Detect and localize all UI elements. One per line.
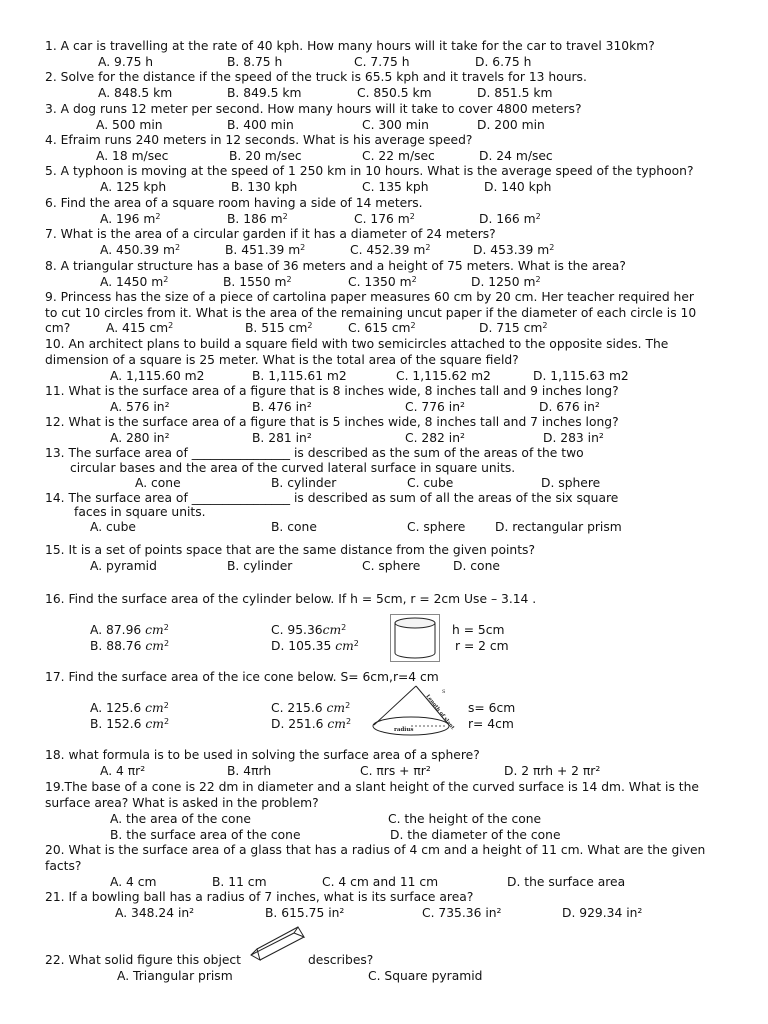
q8-choice-d bbox=[471, 275, 541, 290]
q21-choice-d: D. 929.34 in² bbox=[562, 906, 643, 920]
slant-label: Length of slant bbox=[424, 693, 455, 731]
q9-choice-b bbox=[245, 321, 312, 336]
q17-choice-a-text: A. 125.6 bbox=[90, 701, 146, 715]
exponent: 2 bbox=[155, 212, 161, 221]
question-6: 6. Find the area of a square room having a side of 14 meters. bbox=[45, 196, 423, 210]
exponent: 2 bbox=[345, 717, 352, 726]
q15-choice-a: A. pyramid bbox=[90, 559, 157, 573]
unit: cm bbox=[145, 717, 164, 731]
q10-choice-d: D. 1,115.63 m2 bbox=[533, 369, 629, 383]
q11-choice-a: A. 576 in² bbox=[110, 400, 170, 414]
q6-choice-a-text: A. 196 m bbox=[100, 212, 156, 226]
q14-choice-c: C. sphere bbox=[407, 520, 466, 534]
q16-given-h: h = 5cm bbox=[452, 623, 505, 637]
question-16: 16. Find the surface area of the cylinder below. If h = 5cm, r = 2cm Use – 3.14 . bbox=[45, 592, 537, 606]
q20-choice-c: C. 4 cm and 11 cm bbox=[322, 875, 439, 889]
q10-choice-c: C. 1,115.62 m2 bbox=[396, 369, 491, 383]
q18-choice-c: C. πrs + πr² bbox=[360, 764, 431, 778]
q6-choice-d bbox=[479, 212, 541, 227]
q8-choice-a bbox=[100, 275, 168, 290]
q5-choice-d: D. 140 kph bbox=[484, 180, 552, 194]
exponent: 2 bbox=[542, 321, 548, 330]
q6-choice-b bbox=[227, 212, 288, 227]
unit: cm bbox=[335, 639, 354, 653]
q7-choice-d bbox=[473, 243, 554, 258]
q11-choice-b: B. 476 in² bbox=[252, 400, 312, 414]
exponent: 2 bbox=[410, 321, 416, 330]
question-2: 2. Solve for the distance if the speed of the truck is 65.5 kph and it travels for 13 hours. bbox=[45, 70, 587, 84]
q8-choice-b-text: B. 1550 m bbox=[223, 275, 287, 289]
q2-choice-a: A. 848.5 km bbox=[98, 86, 173, 100]
exponent: 2 bbox=[307, 321, 313, 330]
q1-choice-d: D. 6.75 h bbox=[475, 55, 532, 69]
q1-choice-c: C. 7.75 h bbox=[354, 55, 410, 69]
exponent: 2 bbox=[345, 701, 351, 710]
question-1: 1. A car is travelling at the rate of 40 kph. How many hours will it take for the car to travel 310km? bbox=[45, 39, 655, 53]
q13-choice-a: A. cone bbox=[135, 476, 181, 490]
q20-choice-d: D. the surface area bbox=[507, 875, 626, 889]
q16-given-r: r = 2 cm bbox=[455, 639, 509, 653]
q16-choice-a bbox=[90, 623, 169, 638]
q3-choice-b: B. 400 min bbox=[227, 118, 294, 132]
q4-choice-b: B. 20 m/sec bbox=[229, 149, 302, 163]
q13-choice-b: B. cylinder bbox=[271, 476, 337, 490]
q21-choice-b: B. 615.75 in² bbox=[265, 906, 345, 920]
q17-choice-b-text: B. 152.6 bbox=[90, 717, 146, 731]
question-14-cont: faces in square units. bbox=[74, 505, 206, 519]
q8-choice-a-text: A. 1450 m bbox=[100, 275, 164, 289]
question-10: 10. An architect plans to build a square field with two semicircles attached to the opposite sides. The dimension of a square is 25 meter. What is the total area of the square field? bbox=[45, 337, 669, 367]
q15-choice-b: B. cylinder bbox=[227, 559, 293, 573]
exponent: 2 bbox=[286, 275, 292, 284]
q17-choice-a bbox=[90, 701, 169, 716]
q22-choice-a: A. Triangular prism bbox=[117, 969, 233, 983]
exponent: 2 bbox=[300, 243, 306, 252]
question-5: 5. A typhoon is moving at the speed of 1 250 km in 10 hours. What is the average speed of the typhoon? bbox=[45, 164, 694, 178]
q12-choice-a: A. 280 in² bbox=[110, 431, 170, 445]
question-11: 11. What is the surface area of a figure that is 8 inches wide, 8 inches tall and 9 inches long? bbox=[45, 384, 619, 398]
q3-choice-a: A. 500 min bbox=[96, 118, 163, 132]
unit: cm bbox=[145, 701, 164, 715]
exponent: 2 bbox=[535, 275, 541, 284]
q21-choice-a: A. 348.24 in² bbox=[115, 906, 195, 920]
unit: cm bbox=[145, 623, 164, 637]
q15-choice-c: C. sphere bbox=[362, 559, 421, 573]
q9-choice-c-text: C. 615 cm bbox=[348, 321, 411, 335]
q7-choice-a bbox=[100, 243, 180, 258]
ice-cone-figure bbox=[370, 684, 455, 738]
q7-choice-c bbox=[350, 243, 430, 258]
q13-choice-d: D. sphere bbox=[541, 476, 601, 490]
exponent: 2 bbox=[163, 639, 170, 648]
q14-choice-d: D. rectangular prism bbox=[495, 520, 622, 534]
q9-choice-d bbox=[479, 321, 548, 336]
q16-choice-d-text: D. 105.35 bbox=[271, 639, 336, 653]
q11-choice-d: D. 676 in² bbox=[539, 400, 600, 414]
question-17: 17. Find the surface area of the ice cone below. S= 6cm,r=4 cm bbox=[45, 670, 439, 684]
q2-choice-d: D. 851.5 km bbox=[477, 86, 553, 100]
q7-choice-a-text: A. 450.39 m bbox=[100, 243, 175, 257]
q3-choice-c: C. 300 min bbox=[362, 118, 429, 132]
q16-choice-c bbox=[271, 623, 346, 638]
q6-choice-a bbox=[100, 212, 160, 227]
triangular-prism-figure bbox=[248, 924, 308, 964]
unit: cm bbox=[145, 639, 164, 653]
question-19: 19.The base of a cone is 22 dm in diameter and a slant height of the curved surface is 14 dm. What is the surface area? What is asked in the problem? bbox=[45, 780, 699, 810]
exponent: 2 bbox=[163, 701, 169, 710]
q12-choice-d: D. 283 in² bbox=[543, 431, 604, 445]
question-22-cont: describes? bbox=[308, 953, 374, 967]
q17-choice-b bbox=[90, 717, 169, 732]
q15-choice-d: D. cone bbox=[453, 559, 500, 573]
q19-choice-a: A. the area of the cone bbox=[110, 812, 251, 826]
q1-choice-b: B. 8.75 h bbox=[227, 55, 283, 69]
question-14: 14. The surface area of ________________ is described as sum of all the areas of the six square bbox=[45, 491, 619, 505]
q19-choice-c: C. the height of the cone bbox=[388, 812, 542, 826]
question-4: 4. Efraim runs 240 meters in 12 seconds. What is his average speed? bbox=[45, 133, 473, 147]
exponent: 2 bbox=[549, 243, 555, 252]
q5-choice-c: C. 135 kph bbox=[362, 180, 429, 194]
q1-choice-a: A. 9.75 h bbox=[98, 55, 154, 69]
exponent: 2 bbox=[353, 639, 359, 648]
question-13-cont: circular bases and the area of the curved lateral surface in square units. bbox=[70, 461, 516, 475]
q4-choice-d: D. 24 m/sec bbox=[479, 149, 553, 163]
q3-choice-d: D. 200 min bbox=[477, 118, 545, 132]
q5-choice-b: B. 130 kph bbox=[231, 180, 298, 194]
cylinder-figure bbox=[390, 614, 440, 662]
q16-choice-a-text: A. 87.96 bbox=[90, 623, 146, 637]
question-9: 9. Princess has the size of a piece of cartolina paper measures 60 cm by 20 cm. Her teacher required her to cut 10 circles from it. What is the area of the remaining uncut paper if the diameter of each circle is 10 cm? bbox=[45, 290, 697, 336]
q2-choice-c: C. 850.5 km bbox=[357, 86, 432, 100]
q12-choice-b: B. 281 in² bbox=[252, 431, 312, 445]
q19-choice-d: D. the diameter of the cone bbox=[390, 828, 561, 842]
q2-choice-b: B. 849.5 km bbox=[227, 86, 302, 100]
q17-choice-d bbox=[271, 717, 351, 732]
q17-given-r: r= 4cm bbox=[468, 717, 514, 731]
q4-choice-a: A. 18 m/sec bbox=[96, 149, 169, 163]
exponent: 2 bbox=[535, 212, 541, 221]
q8-choice-c-text: C. 1350 m bbox=[348, 275, 412, 289]
q7-choice-b bbox=[225, 243, 305, 258]
exponent: 2 bbox=[174, 243, 181, 252]
q20-choice-b: B. 11 cm bbox=[212, 875, 267, 889]
q8-choice-d-text: D. 1250 m bbox=[471, 275, 536, 289]
question-13: 13. The surface area of ________________ is described as the sum of the areas of the two bbox=[45, 446, 584, 460]
q7-choice-b-text: B. 451.39 m bbox=[225, 243, 301, 257]
q17-given-s: s= 6cm bbox=[468, 701, 516, 715]
unit: cm bbox=[326, 701, 346, 715]
q17-choice-d-text: D. 251.6 bbox=[271, 717, 328, 731]
q13-choice-c: C. cube bbox=[407, 476, 454, 490]
question-3: 3. A dog runs 12 meter per second. How many hours will it take to cover 4800 meters? bbox=[45, 102, 582, 116]
q8-choice-c bbox=[348, 275, 417, 290]
question-20: 20. What is the surface area of a glass that has a radius of 4 cm and a height of 11 cm. What are the given facts? bbox=[45, 843, 706, 873]
exponent: 2 bbox=[409, 212, 415, 221]
q19-choice-b: B. the surface area of the cone bbox=[110, 828, 301, 842]
q17-choice-c-text: C. 215.6 bbox=[271, 701, 327, 715]
q20-choice-a: A. 4 cm bbox=[110, 875, 157, 889]
unit: cm bbox=[327, 717, 346, 731]
q12-choice-c: C. 282 in² bbox=[405, 431, 465, 445]
question-15: 15. It is a set of points space that are the same distance from the given points? bbox=[45, 543, 535, 557]
question-22: 22. What solid figure this object bbox=[45, 953, 242, 967]
q16-choice-d bbox=[271, 639, 359, 654]
q14-choice-b: B. cone bbox=[271, 520, 317, 534]
q22-choice-c: C. Square pyramid bbox=[368, 969, 483, 983]
q6-choice-c bbox=[354, 212, 415, 227]
exponent: 2 bbox=[282, 212, 288, 221]
q17-choice-c bbox=[271, 701, 350, 716]
exponent: 2 bbox=[163, 623, 169, 632]
q11-choice-c: C. 776 in² bbox=[405, 400, 465, 414]
q6-choice-d-text: D. 166 m bbox=[479, 212, 536, 226]
q16-choice-c-text: C. 95.36 bbox=[271, 623, 323, 637]
q14-choice-a: A. cube bbox=[90, 520, 136, 534]
q7-choice-c-text: C. 452.39 m bbox=[350, 243, 426, 257]
exponent: 2 bbox=[425, 243, 431, 252]
exponent: 2 bbox=[163, 717, 170, 726]
q9-choice-a-text: A. 415 cm bbox=[106, 321, 169, 335]
question-7: 7. What is the area of a circular garden if it has a diameter of 24 meters? bbox=[45, 227, 496, 241]
q9-choice-a bbox=[106, 321, 173, 336]
question-18: 18. what formula is to be used in solving the surface area of a sphere? bbox=[45, 748, 480, 762]
radius-label: radius bbox=[394, 727, 414, 733]
exponent: 2 bbox=[163, 275, 169, 284]
q7-choice-d-text: D. 453.39 m bbox=[473, 243, 550, 257]
exponent: 2 bbox=[341, 623, 347, 632]
exponent: 2 bbox=[168, 321, 174, 330]
q16-choice-b-text: B. 88.76 bbox=[90, 639, 146, 653]
q9-choice-d-text: D. 715 cm bbox=[479, 321, 543, 335]
s-label: S bbox=[442, 689, 446, 695]
q6-choice-b-text: B. 186 m bbox=[227, 212, 283, 226]
q21-choice-c: C. 735.36 in² bbox=[422, 906, 502, 920]
q18-choice-b: B. 4πrh bbox=[227, 764, 272, 778]
exponent: 2 bbox=[411, 275, 417, 284]
q16-choice-b bbox=[90, 639, 169, 654]
q8-choice-b bbox=[223, 275, 292, 290]
question-21: 21. If a bowling ball has a radius of 7 inches, what is its surface area? bbox=[45, 890, 474, 904]
q18-choice-d: D. 2 πrh + 2 πr² bbox=[504, 764, 601, 778]
q18-choice-a: A. 4 πr² bbox=[100, 764, 146, 778]
q10-choice-b: B. 1,115.61 m2 bbox=[252, 369, 347, 383]
q4-choice-c: C. 22 m/sec bbox=[362, 149, 435, 163]
question-8: 8. A triangular structure has a base of 36 meters and a height of 75 meters. What is the area? bbox=[45, 259, 626, 273]
unit: cm bbox=[322, 623, 342, 637]
q10-choice-a: A. 1,115.60 m2 bbox=[110, 369, 205, 383]
q9-choice-b-text: B. 515 cm bbox=[245, 321, 308, 335]
question-12: 12. What is the surface area of a figure that is 5 inches wide, 8 inches tall and 7 inches long? bbox=[45, 415, 619, 429]
q6-choice-c-text: C. 176 m bbox=[354, 212, 410, 226]
q9-choice-c bbox=[348, 321, 416, 336]
q5-choice-a: A. 125 kph bbox=[100, 180, 167, 194]
